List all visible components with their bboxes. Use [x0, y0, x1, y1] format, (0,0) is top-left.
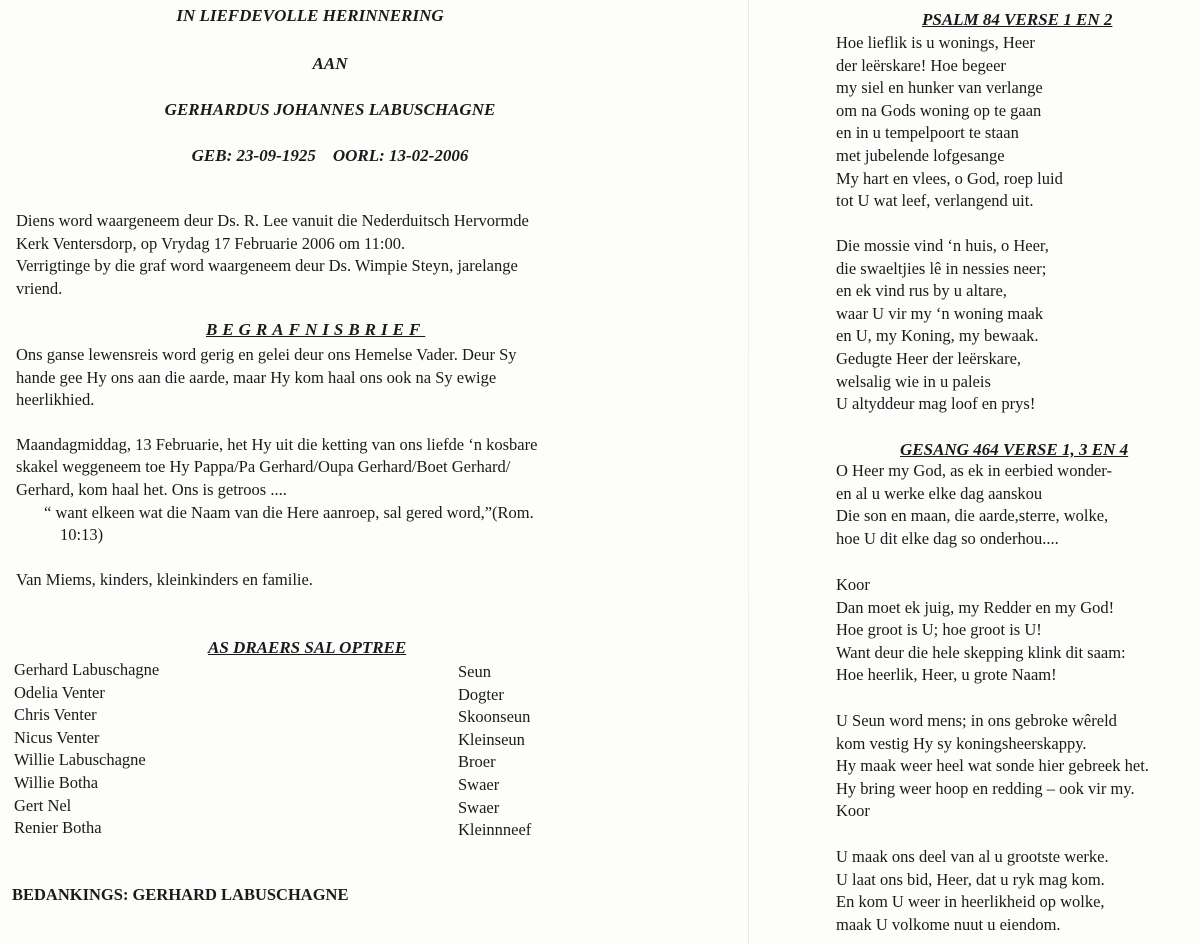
pallbearer-relation: Seun [458, 662, 491, 681]
gesang-line: maak U volkome nuut u eiendom. [836, 914, 1061, 934]
gesang-line: En kom U weer in heerlikheid op wolke, [836, 892, 1105, 912]
psalm-line: waar U vir my ‘n woning maak [836, 303, 1044, 323]
gesang-chorus [836, 574, 1126, 687]
gesang-line: en al u werke elke dag aanskou [836, 483, 1043, 503]
letter-line: Gerhard, kom haal het. Ons is getroos .... [16, 479, 287, 499]
memorial-to: AAN [312, 54, 348, 73]
gesang-line: Dan moet ek juig, my Redder en my God! [836, 597, 1115, 617]
pallbearer-name: Willie Botha [14, 772, 99, 792]
funeral-letter-heading: BEGRAFNISBRIEF [206, 320, 426, 339]
psalm-line: met jubelende lofgesange [836, 145, 1005, 165]
gesang-line: Hy bring weer hoop en redding – ook vir my. [836, 778, 1135, 798]
gesang-line: Koor [836, 575, 870, 594]
scripture-reference: 10:13) [60, 525, 104, 545]
pallbearer-name: Renier Botha [14, 818, 102, 838]
pallbearer-name: Gerhard Labuschagne [14, 660, 160, 679]
gesang-line: Want deur die hele skepping klink dit saam: [836, 642, 1126, 662]
pallbearer-relation: Broer [458, 752, 496, 772]
psalm-line: my siel en hunker van verlange [836, 78, 1043, 98]
pallbearers-heading: AS DRAERS SAL OPTREE [208, 638, 407, 657]
page-fold [748, 0, 749, 944]
psalm-line: welsalig wie in u paleis [836, 371, 991, 391]
pallbearer-relation: Kleinseun [458, 729, 525, 749]
psalm-line: der leërskare! Hoe begeer [836, 55, 1006, 75]
gesang-line: Hoe groot is U; hoe groot is U! [836, 620, 1042, 640]
gesang-verse-4 [836, 846, 1109, 936]
letter-line: heerlikhied. [16, 390, 95, 410]
pallbearer-name: Odelia Venter [14, 682, 105, 702]
gesang-line: U laat ons bid, Heer, dat u ryk mag kom. [836, 869, 1105, 889]
psalm-line: U altyddeur mag loof en prys! [836, 394, 1036, 414]
scripture-quote: “ want elkeen wat die Naam van die Here aanroep, sal gered word,”(Rom. [44, 502, 534, 522]
psalm-line: Gedugte Heer der leërskare, [836, 348, 1022, 368]
gesang-line: U Seun word mens; in ons gebroke wêreld [836, 711, 1117, 730]
pallbearer-relation: Dogter [458, 684, 504, 704]
pallbearer-name: Gert Nel [14, 795, 72, 815]
gesang-line: Die son en maan, die aarde,sterre, wolke, [836, 506, 1109, 526]
funeral-letter [16, 344, 640, 591]
pallbearer-names [14, 659, 159, 840]
service-line: vriend. [16, 278, 63, 298]
thanks-line: BEDANKINGS: GERHARD LABUSCHAGNE [12, 885, 349, 904]
service-details [16, 210, 636, 300]
pallbearer-relation: Kleinnneef [458, 820, 532, 840]
psalm-line: en U, my Koning, my bewaak. [836, 326, 1039, 346]
psalm-line: Die mossie vind ‘n huis, o Heer, [836, 236, 1049, 255]
pallbearer-relations [458, 661, 531, 842]
pallbearer-name: Chris Venter [14, 705, 97, 725]
service-line: Diens word waargeneem deur Ds. R. Lee vanuit die Nederduitsch Hervormde [16, 211, 529, 230]
letter-line: skakel weggeneem toe Hy Pappa/Pa Gerhard/Oupa Gerhard/Boet Gerhard/ [16, 457, 511, 477]
gesang-verse-1 [836, 460, 1112, 550]
pallbearer-name: Nicus Venter [14, 727, 100, 747]
deceased-name: GERHARDUS JOHANNES LABUSCHAGNE [164, 100, 496, 119]
pallbearer-relation: Swaer [458, 774, 500, 794]
gesang-heading: GESANG 464 VERSE 1, 3 EN 4 [900, 440, 1129, 459]
birth-death-dates: GEB: 23-09-1925 OORL: 13-02-2006 [191, 146, 469, 165]
family-signoff: Van Miems, kinders, kleinkinders en familie. [16, 569, 313, 589]
psalm-line: My hart en vlees, o God, roep luid [836, 168, 1063, 188]
psalm-verse-2 [836, 235, 1049, 416]
psalm-line: die swaeltjies lê in nessies neer; [836, 258, 1047, 278]
gesang-line: Hy maak weer heel wat sonde hier gebreek het. [836, 756, 1149, 776]
pallbearer-relation: Skoonseun [458, 707, 531, 727]
psalm-verse-1 [836, 32, 1063, 213]
pallbearer-relation: Swaer [458, 797, 500, 817]
gesang-verse-3 [836, 710, 1149, 823]
service-line: Kerk Ventersdorp, op Vrydag 17 Februarie 2006 om 11:00. [16, 233, 406, 253]
gesang-line: U maak ons deel van al u grootste werke. [836, 847, 1109, 866]
psalm-heading: PSALM 84 VERSE 1 EN 2 [922, 10, 1113, 29]
psalm-line: tot U wat leef, verlangend uit. [836, 191, 1034, 211]
memorial-title: IN LIEFDEVOLLE HERINNERING [176, 6, 444, 25]
gesang-line: O Heer my God, as ek in eerbied wonder- [836, 461, 1112, 480]
psalm-line: Hoe lieflik is u wonings, Heer [836, 33, 1035, 52]
letter-line: Maandagmiddag, 13 Februarie, het Hy uit die ketting van ons liefde ‘n kosbare [16, 434, 538, 454]
service-line: Verrigtinge by die graf word waargeneem deur Ds. Wimpie Steyn, jarelange [16, 256, 518, 276]
gesang-line: kom vestig Hy sy koningsheerskappy. [836, 733, 1087, 753]
letter-line: hande gee Hy ons aan die aarde, maar Hy kom haal ons ook na Sy ewige [16, 367, 497, 387]
gesang-line: Koor [836, 801, 870, 821]
gesang-line: Hoe heerlik, Heer, u grote Naam! [836, 665, 1057, 685]
pallbearer-name: Willie Labuschagne [14, 750, 146, 770]
gesang-line: hoe U dit elke dag so onderhou.... [836, 528, 1059, 548]
psalm-line: om na Gods woning op te gaan [836, 100, 1042, 120]
psalm-line: en in u tempelpoort te staan [836, 123, 1019, 143]
psalm-line: en ek vind rus by u altare, [836, 281, 1007, 301]
letter-line: Ons ganse lewensreis word gerig en gelei deur ons Hemelse Vader. Deur Sy [16, 345, 517, 364]
